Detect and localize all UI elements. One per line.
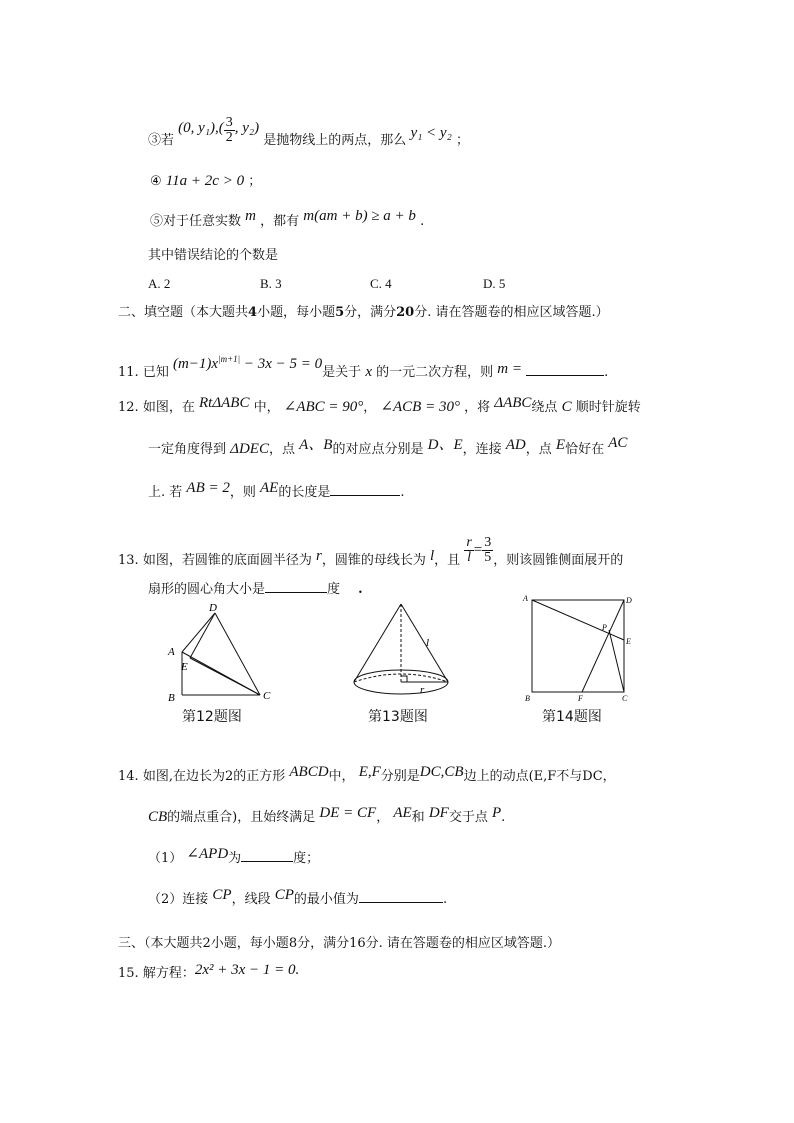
- item-3-condition: y₁ < y₂: [410, 125, 452, 141]
- item-4-mark: ④: [150, 174, 162, 189]
- q14-part2-blank[interactable]: [359, 890, 443, 903]
- question-14-part2: （2）连接 CP，线段 CP的最小值为 .: [148, 887, 448, 907]
- figure-13-caption: 第13题图: [368, 709, 428, 725]
- question-15: 15. 解方程：2x² + 3x − 1 = 0.: [118, 962, 300, 981]
- question-13-line1: 13. 如图，若圆锥的底面圆半径为 r，圆锥的母线长为 l，且 $\frac{r}{l}$ = $\frac{3}{5}$ ，则该圆锥侧面展开的: [118, 535, 624, 568]
- section-3-heading: 三、（本大题共2小题，每小题8分，满分16分. 请在答题卷的相应区域答题.）: [118, 936, 561, 951]
- q11-answer-blank[interactable]: [526, 363, 604, 376]
- item-4: ④ 11a + 2c > 0 ；: [150, 173, 262, 189]
- fig13-label-l: l: [426, 637, 430, 649]
- fig12-label-e: E: [181, 661, 188, 673]
- item-3-points: (0, y₁),(: [178, 120, 224, 136]
- item-5: ⑤对于任意实数 m ，都有 m(am + b) ≥ a + b .: [150, 208, 425, 229]
- fig14-label-d: D: [626, 596, 632, 605]
- q14-part1-blank[interactable]: [241, 849, 293, 862]
- item-3-fraction: $\frac{3}{2}$: [225, 115, 233, 145]
- question-14-line1: 14. 如图,在边长为2的正方形 ABCD中， E,F分别是DC,CB边上的动点(E,F不与DC，: [118, 764, 616, 784]
- question-12-line2: 一定角度得到 ΔDEC，点 A、B的对应点分别是 D、E，连接 AD，点 E恰好在 AC: [148, 435, 628, 457]
- q11-expr: $(m-1)x^{|m+1|} - 3x - 5 = 0$: [172, 354, 323, 372]
- figure-14: [520, 592, 635, 704]
- question-12-line1: 12. 如图，在 RtΔABC 中， ∠ABC = 90°， ∠ACB = 30° ，将 ΔABC绕点 C 顺时针旋转: [118, 395, 641, 415]
- fig12-label-b: B: [168, 692, 175, 704]
- fig14-label-b: B: [525, 694, 530, 703]
- item-5-mark: ⑤对于任意实数: [150, 214, 242, 229]
- item-5-expr: m(am + b) ≥ a + b: [303, 208, 416, 224]
- fig12-label-d: D: [209, 602, 217, 614]
- figure-12-caption: 第12题图: [182, 709, 242, 725]
- figure-14-caption: 第14题图: [542, 709, 602, 725]
- section-2-heading: 二、填空题（本大题共4小题，每小题5分，满分20分. 请在答题卷的相应区域答题.）: [118, 305, 609, 320]
- q13-ratio-rhs: $\frac{3}{5}$: [484, 535, 492, 565]
- question-10-prompt: 其中错误结论的个数是: [148, 248, 279, 263]
- q12-answer-blank[interactable]: [330, 483, 400, 496]
- item-3-text: 是抛物线上的两点，那么: [263, 133, 407, 148]
- question-14-part1: （1） ∠APD为 度；: [148, 846, 320, 866]
- item-4-expr: 11a + 2c > 0: [165, 173, 245, 189]
- q15-equation: 2x² + 3x − 1 = 0.: [194, 962, 300, 978]
- fig14-label-c: C: [622, 694, 628, 703]
- fig14-label-f: F: [578, 694, 583, 703]
- question-11: 11. 已知 $(m-1)x^{|m+1|} - 3x - 5 = 0$是关于 x 的一元二次方程，则 m = .: [118, 354, 609, 380]
- option-d: D. 5: [483, 276, 506, 291]
- question-13-line2: 扇形的圆心角大小是 度 .: [148, 582, 363, 597]
- fig13-label-r: r: [420, 684, 425, 696]
- q13-answer-blank[interactable]: [265, 580, 327, 593]
- fig14-label-a: A: [523, 594, 528, 603]
- item-3: ③若 (0, y₁),( $\frac{3}{2}$ , y₂) 是抛物线上的两点，那么 y₁ < y₂ ；: [148, 115, 469, 148]
- option-c: C. 4: [370, 276, 392, 291]
- q13-ratio-lhs: $\frac{r}{l}$: [466, 535, 472, 565]
- item-3-mark: ③若: [148, 133, 175, 148]
- fig14-label-p: P: [602, 623, 607, 632]
- fig14-label-e: E: [626, 637, 631, 646]
- question-12-line3: 上. 若 AB = 2，则 AE的长度是 .: [148, 480, 405, 500]
- question-14-line2: CB的端点重合)，且始终满足 DE = CF， AE和 DF交于点 P.: [148, 805, 506, 825]
- figure-13: [348, 598, 458, 703]
- fig12-label-a: A: [168, 646, 175, 658]
- item-3-points-tail: , y₂): [234, 120, 260, 136]
- figure-12: [160, 600, 280, 705]
- fig12-label-c: C: [263, 690, 271, 702]
- option-a: A. 2: [148, 276, 171, 291]
- option-b: B. 3: [260, 276, 282, 291]
